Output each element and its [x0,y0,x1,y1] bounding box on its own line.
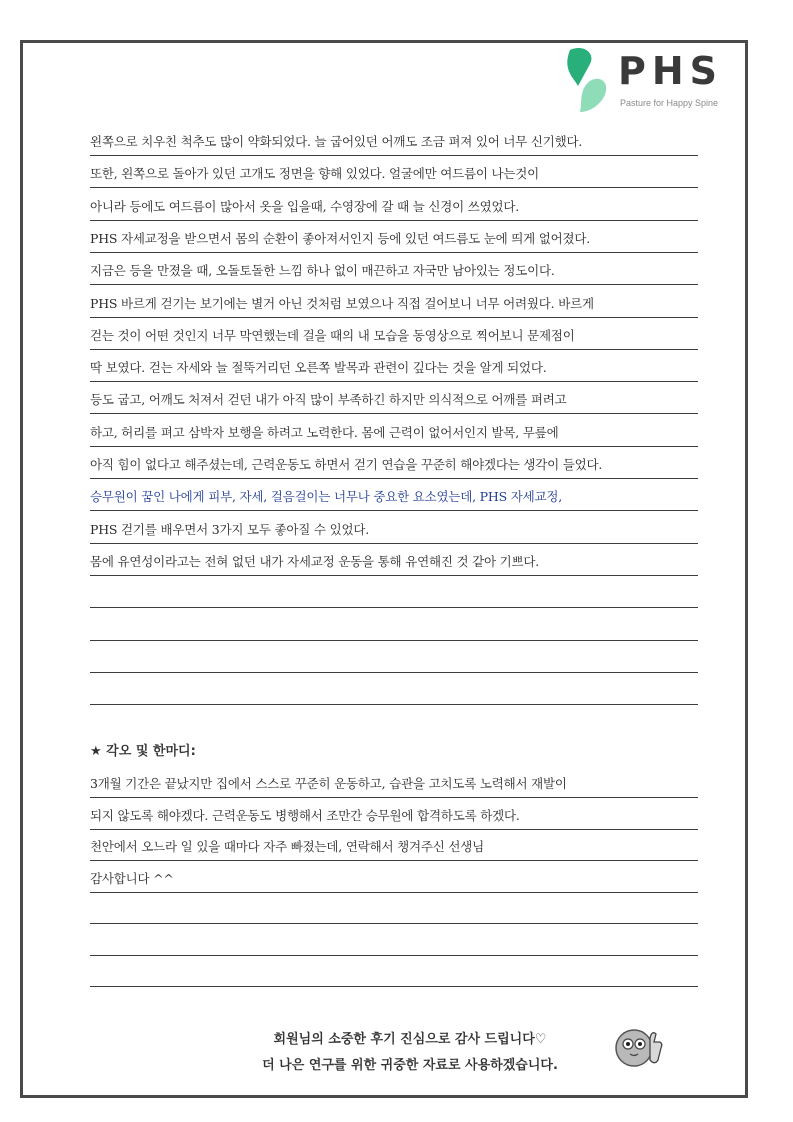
handwritten-text: 또한, 왼쪽으로 돌아가 있던 고개도 정면을 향해 있었다. 얼굴에만 여드름이 나는것이 [90,166,540,182]
handwritten-text: 3개월 기간은 끝났지만 집에서 스스로 꾸준히 운동하고, 습관을 고치도록 노력해서 재발이 [90,776,567,791]
ruled-line [90,676,698,705]
handwritten-text: 왼쪽으로 치우친 척추도 많이 약화되었다. 늘 굽어있던 어깨도 조금 펴져 있어 너무 신기했다. [90,134,583,149]
handwritten-text: 몸에 유연성이라고는 전혀 없던 내가 자세교정 운동을 통해 유연해진 것 같아 기쁘다. [90,553,540,569]
mascot-thumbs-up-icon [612,1020,664,1072]
handwritten-text: 등도 굽고, 어깨도 처져서 걷던 내가 아직 많이 부족하긴 하지만 의식적으로 어깨를 펴려고 [90,392,567,408]
phs-leaf-icon [560,46,616,116]
ruled-line [90,579,698,608]
handwritten-text: 감사합니다 ^^ [90,870,174,886]
ruled-line [90,832,698,861]
handwritten-text: 하고, 허리를 펴고 삼박자 보행을 하려고 노력한다. 몸에 근력이 없어서인지 발목, 무릎에 [90,424,559,440]
handwritten-text: 승무원이 꿈인 나에게 피부, 자세, 걸음걸이는 너무나 중요한 요소였는데, PHS 자세교정, [90,489,562,505]
ruled-line [90,644,698,673]
ruled-line [90,450,698,479]
ruled-line [90,321,698,350]
handwritten-text: PHS 바르게 걷기는 보기에는 별거 아닌 것처럼 보였으나 직접 걸어보니 너무 어려웠다. 바르게 [90,295,594,311]
logo-tagline: Pasture for Happy Spine [620,98,719,108]
ruled-line [90,127,698,156]
ruled-line [90,895,698,924]
handwritten-text: 딱 보였다. 걷는 자세와 늘 절뚝거리던 오른쪽 발목과 관련이 깊다는 것을 알게 되었다. [90,360,547,376]
ruled-line [90,482,698,511]
phs-logo [560,46,750,116]
handwritten-text: 걷는 것이 어떤 것인지 너무 막연했는데 걸을 때의 내 모습을 동영상으로 찍어보니 문제점이 [90,327,575,343]
handwritten-text: PHS 걷기를 배우면서 3가지 모두 좋아질 수 있었다. [90,521,369,537]
ruled-line [90,769,698,798]
handwritten-text: 아니라 등에도 여드름이 많아서 옷을 입을때, 수영장에 갈 때 늘 신경이 쓰였었다. [90,198,520,214]
ruled-line [90,385,698,414]
ruled-line [90,289,698,318]
handwritten-text: 되지 않도록 해야겠다. 근력운동도 병행해서 조만간 승무원에 합격하도록 하겠다. [90,807,520,823]
resolution-section-title: ★ 각오 및 한마디: [90,744,196,759]
ruled-line [90,353,698,382]
ruled-line [90,515,698,544]
handwritten-text: 아직 힘이 없다고 해주셨는데, 근력운동도 하면서 걷기 연습을 꾸준히 해야겠다는 생각이 들었다. [90,457,603,472]
handwritten-text: PHS 자세교정을 받으면서 몸의 순환이 좋아져서인지 등에 있던 여드름도 눈에 띄게 없어졌다. [90,230,591,246]
ruled-line [90,547,698,576]
ruled-line [90,418,698,447]
logo-wordmark: PHS [618,49,724,93]
ruled-line [90,192,698,221]
ruled-line [90,224,698,253]
ruled-line [90,864,698,893]
footer-thanks-line: 회원님의 소중한 후기 진심으로 감사 드립니다♡ [273,1032,547,1047]
handwritten-text: 천안에서 오느라 일 있을 때마다 자주 빠졌는데, 연락해서 챙겨주신 선생님 [90,839,484,854]
ruled-line [90,256,698,285]
ruled-line [90,159,698,188]
ruled-line [90,958,698,987]
footer-usage-line: 더 나은 연구를 위한 귀중한 자료로 사용하겠습니다. [262,1058,558,1073]
ruled-line [90,612,698,641]
ruled-line [90,927,698,956]
ruled-line [90,801,698,830]
handwritten-text: 지금은 등을 만졌을 때, 오돌토돌한 느낌 하나 없이 매끈하고 자국만 남아있는 정도이다. [90,263,555,279]
